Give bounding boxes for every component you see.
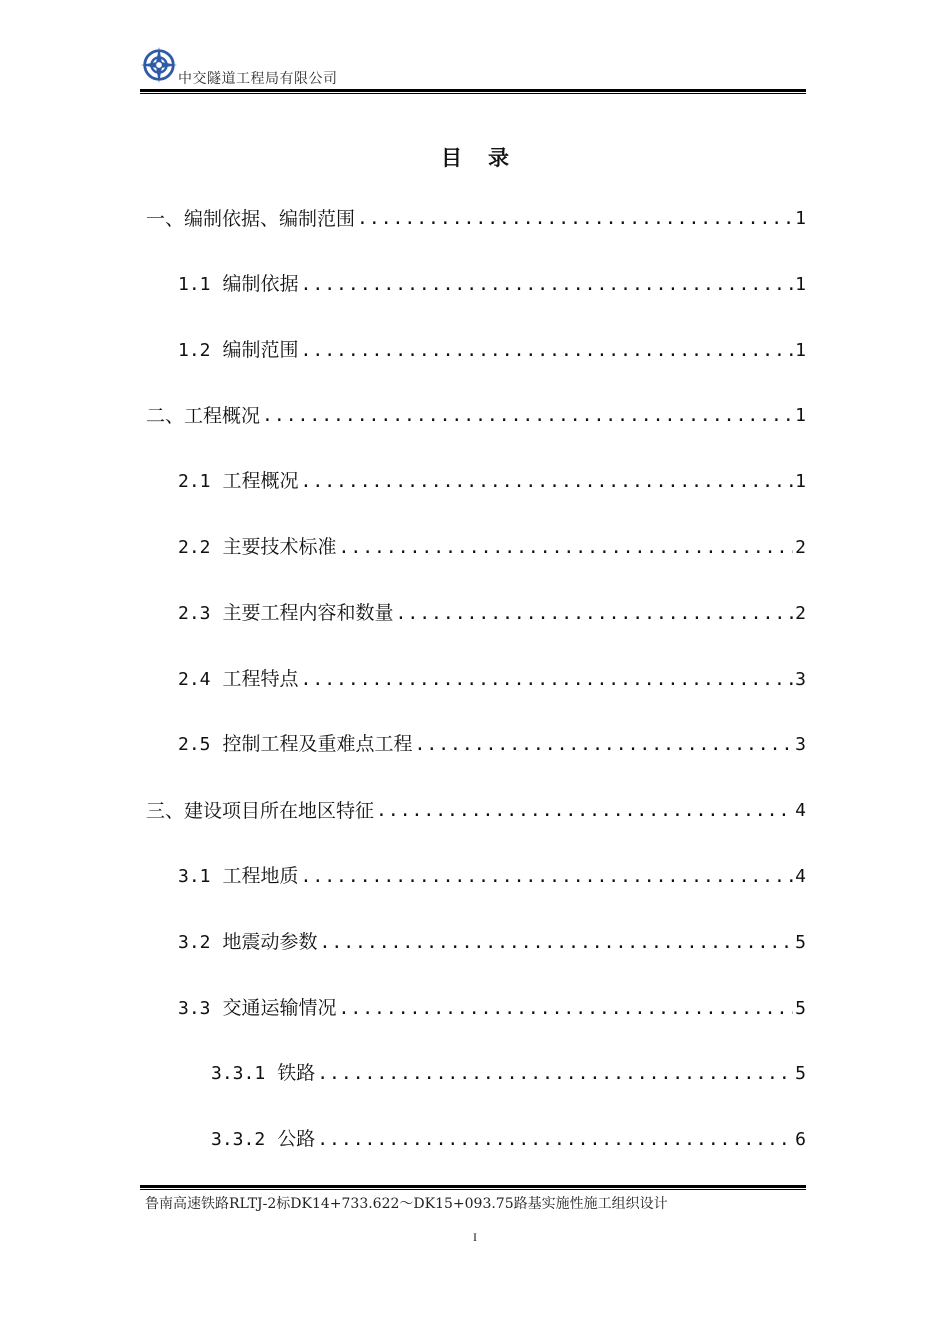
toc-entry-number: 3.2 [178, 932, 211, 953]
toc-entry-page: 5 [795, 998, 806, 1019]
toc-entry[interactable] [146, 797, 806, 825]
page-number: I [473, 1230, 477, 1244]
company-name: 中交隧道工程局有限公司 [178, 71, 338, 87]
toc-entry-label [146, 402, 260, 430]
toc-entry-text: 主要工程内容和数量 [222, 602, 394, 624]
toc-entry[interactable] [178, 731, 806, 759]
toc-entry[interactable] [178, 468, 806, 496]
toc-entry-label [146, 205, 355, 233]
toc-leader-dots [301, 468, 794, 496]
toc-entry-page: 6 [795, 1129, 806, 1150]
toc-entry-label [178, 928, 318, 957]
toc-entry-label [178, 665, 299, 694]
toc-entry-text: 二、工程概况 [146, 405, 261, 427]
toc-entry[interactable] [178, 534, 806, 562]
toc-leader-dots [301, 271, 794, 299]
toc-entry-number: 2.5 [178, 734, 211, 755]
toc-entry-label [178, 599, 394, 628]
toc-entry[interactable] [178, 995, 806, 1023]
cccc-logo-icon [140, 46, 178, 84]
toc-leader-dots [357, 205, 793, 233]
toc-entry-text: 主要技术标准 [222, 536, 337, 558]
toc-entry-label [178, 336, 299, 365]
toc-entry-text: 地震动参数 [222, 931, 318, 953]
toc-entry[interactable] [146, 205, 806, 233]
toc-entry-number: 1.1 [178, 274, 211, 295]
toc-entry-label [178, 533, 337, 562]
toc-entry-page: 4 [795, 800, 806, 821]
header-rule [140, 89, 806, 92]
toc-entry-text: 工程特点 [222, 668, 299, 690]
toc-entry[interactable] [146, 402, 806, 430]
toc-entry-text: 工程地质 [222, 865, 299, 887]
toc-entry[interactable] [178, 666, 806, 694]
toc-entry-text: 公路 [277, 1128, 316, 1150]
toc-entry-page: 1 [795, 471, 806, 492]
toc-entry[interactable] [178, 929, 806, 957]
toc-leader-dots [262, 402, 793, 430]
toc-leader-dots [396, 600, 794, 628]
toc-entry-number: 1.2 [178, 340, 211, 361]
footer-document-title: 鲁南高速铁路RLTJ-2标DK14+733.622～DK15+093.75路基实施性施工组织设计 [145, 1196, 668, 1212]
toc-entry-number: 2.1 [178, 471, 211, 492]
toc-entry-number: 3.3.1 [211, 1063, 266, 1084]
toc-leader-dots [339, 534, 794, 562]
toc-entry[interactable] [211, 1126, 806, 1154]
toc-leader-dots [320, 929, 794, 957]
header-rule-thin [140, 93, 806, 94]
toc-entry-text: 三、建设项目所在地区特征 [146, 800, 375, 822]
toc-entry-page: 1 [795, 405, 806, 426]
toc-entry-number: 2.3 [178, 603, 211, 624]
toc-entry-number: 3.3 [178, 998, 211, 1019]
toc-entry-text: 编制依据 [222, 273, 299, 295]
toc-entry-text: 一、编制依据、编制范围 [146, 208, 356, 230]
toc-leader-dots [415, 731, 794, 759]
toc-entry-text: 交通运输情况 [222, 997, 337, 1019]
toc-leader-dots [317, 1060, 793, 1088]
toc-entry-page: 5 [795, 932, 806, 953]
footer-rule-thin [140, 1189, 806, 1190]
footer-rule [140, 1185, 806, 1188]
toc-entry-text: 控制工程及重难点工程 [222, 733, 413, 755]
toc-leader-dots [317, 1126, 793, 1154]
toc-leader-dots [301, 666, 794, 694]
toc-entry-number: 2.4 [178, 669, 211, 690]
toc-entry-label [178, 730, 413, 759]
toc-entry-page: 3 [795, 669, 806, 690]
toc-entry[interactable] [178, 863, 806, 891]
toc-entry[interactable] [178, 271, 806, 299]
toc-entry-label [146, 797, 374, 825]
toc-leader-dots [301, 337, 794, 365]
toc-leader-dots [376, 797, 793, 825]
toc-entry-number: 3.3.2 [211, 1129, 266, 1150]
toc-entry-page: 2 [795, 603, 806, 624]
toc-leader-dots [339, 995, 794, 1023]
toc-entry-page: 1 [795, 340, 806, 361]
toc-entry-text: 工程概况 [222, 470, 299, 492]
toc-entry[interactable] [178, 600, 806, 628]
toc-entry-number: 3.1 [178, 866, 211, 887]
toc-entry-page: 2 [795, 537, 806, 558]
toc-leader-dots [301, 863, 794, 891]
toc-entry-page: 1 [795, 208, 806, 229]
toc-entry-page: 3 [795, 734, 806, 755]
toc-entry-page: 5 [795, 1063, 806, 1084]
toc-entry-label [211, 1059, 315, 1088]
toc-entry[interactable] [178, 337, 806, 365]
toc-entry[interactable] [211, 1060, 806, 1088]
toc-title: 目录 [441, 146, 535, 170]
toc-entry-page: 1 [795, 274, 806, 295]
toc-entry-label [178, 270, 299, 299]
page-header [140, 44, 806, 94]
toc-entry-page: 4 [795, 866, 806, 887]
toc-entry-label [178, 862, 299, 891]
toc-entry-number: 2.2 [178, 537, 211, 558]
toc-entry-label [178, 994, 337, 1023]
toc-entry-label [178, 467, 299, 496]
toc-entry-text: 铁路 [277, 1062, 316, 1084]
toc-entry-label [211, 1125, 315, 1154]
toc-entry-text: 编制范围 [222, 339, 299, 361]
